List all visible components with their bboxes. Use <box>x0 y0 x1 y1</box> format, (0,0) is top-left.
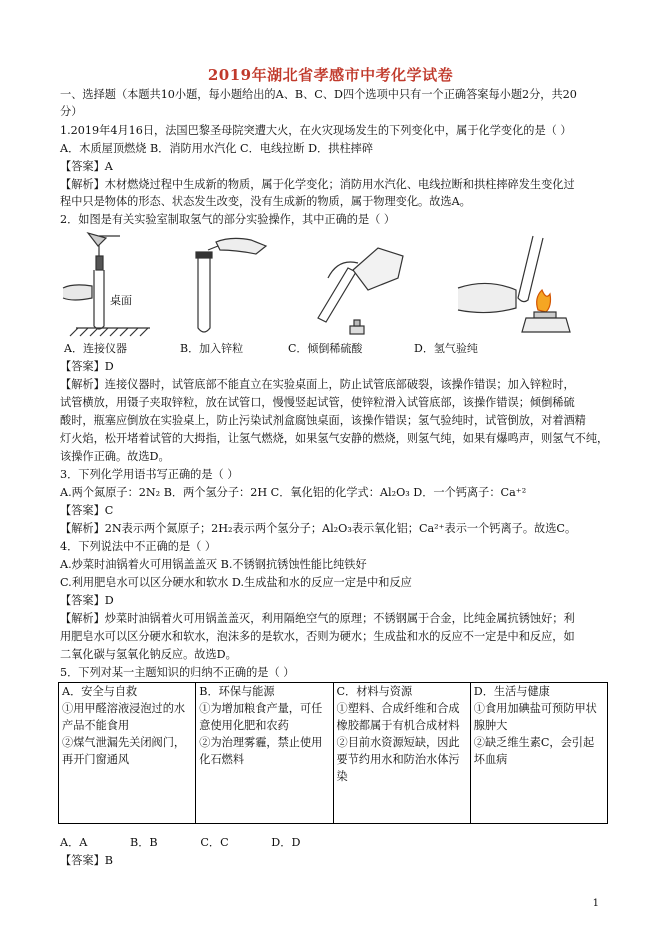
q3-answer: 【答案】C <box>60 504 114 517</box>
cell-d-head: D．生活与健康 <box>473 685 550 698</box>
cell-c-head: C．材料与资源 <box>336 685 413 698</box>
q1-analysis-1: 【解析】木材燃烧过程中生成新的物质，属于化学变化；消防用水汽化、电线拉断和拱柱摔碎发生变化过 <box>60 178 575 191</box>
q4-stem: 4．下列说法中不正确的是（ ） <box>60 540 217 553</box>
table-cell-d <box>470 683 607 824</box>
cell-c-item-2: ②目前水资源短缺，因此要节约用水和防治水体污染 <box>336 736 460 783</box>
q5-answer: 【答案】B <box>60 854 113 867</box>
q1-analysis-2: 程中只是物体的形态、状态发生改变，没有生成新的物质，属于物理变化。故选A。 <box>60 195 471 208</box>
q4-analysis-1: 【解析】炒菜时油锅着火可用锅盖盖灭，利用隔绝空气的原理；不锈钢属于合金，比纯金属抗锈蚀好；利 <box>60 612 575 625</box>
q2-label-c: C．倾倒稀硫酸 <box>288 342 363 355</box>
q2-answer: 【答案】D <box>60 360 114 373</box>
q2-analysis-4: 灯火焰，松开堵着试管的大拇指，让氢气燃烧，如果氢气安静的燃烧，则氢气纯，如果有爆鸣声，则氢气不纯， <box>60 432 609 445</box>
table-cell-a <box>59 683 196 824</box>
page-number: 1 <box>592 898 599 909</box>
q2-analysis-3: 酸时，瓶塞应倒放在实验桌上，防止污染试剂盒腐蚀桌面，该操作错误；氢气验纯时，试管倒放，对着酒精 <box>60 414 586 427</box>
q2-stem: 2．如图是有关实验室制取氢气的部分实验操作，其中正确的是（ ） <box>60 213 396 226</box>
cell-b-head: B．环保与能源 <box>199 685 275 698</box>
q5-stem: 5．下列对某一主题知识的归纳不正确的是（ ） <box>60 666 295 679</box>
cell-d-item-1: ①食用加碘盐可预防甲状腺肿大 <box>473 702 597 732</box>
diagram-c-pour-acid <box>298 228 418 348</box>
q2-analysis-5: 该操作正确。故选D。 <box>60 450 170 463</box>
cell-a-item-2: ②煤气泄漏先关闭阀门，再开门窗通风 <box>62 736 186 766</box>
cell-b-item-1: ①为增加粮食产量，可任意使用化肥和农药 <box>199 702 323 732</box>
q5-knowledge-table <box>58 682 608 824</box>
table-cell-c <box>333 683 470 824</box>
page-title: 2019年湖北省孝感市中考化学试卷 <box>207 66 454 84</box>
diagram-b-add-zinc <box>176 228 276 338</box>
cell-b-item-2: ②为治理雾霾，禁止使用化石燃料 <box>199 736 323 766</box>
diagram-a-connect-apparatus <box>58 228 178 338</box>
q1-stem: 1.2019年4月16日，法国巴黎圣母院突遭大火，在火灾现场发生的下列变化中，属于化学变化的是（ ） <box>60 124 572 137</box>
section-header-line-2: 分） <box>60 105 83 118</box>
diagram-d-hydrogen-test <box>438 228 588 338</box>
q2-analysis-2: 试管横放，用镊子夹取锌粒，放在试管口，慢慢竖起试管，使锌粒滑入试管底部，该操作错误；倾倒稀硫 <box>60 396 575 409</box>
q2-label-b: B．加入锌粒 <box>180 342 244 355</box>
cell-a-item-1: ①用甲醛溶液浸泡过的水产品不能食用 <box>62 702 186 732</box>
q1-answer: 【答案】A <box>60 160 113 173</box>
q3-stem: 3．下列化学用语书写正确的是（ ） <box>60 468 239 481</box>
q4-answer: 【答案】D <box>60 594 114 607</box>
q4-analysis-3: 二氧化碳与氢氧化钠反应。故选D。 <box>60 648 237 661</box>
cell-c-item-1: ①塑料、合成纤维和合成橡胶都属于有机合成材料 <box>336 702 460 732</box>
table-cell-b <box>196 683 333 824</box>
q1-options: A．木质屋顶燃烧 B．消防用水汽化 C．电线拉断 D．拱柱摔碎 <box>60 142 374 155</box>
q4-analysis-2: 用肥皂水可以区分硬水和软水，泡沫多的是软水，否则为硬水；生成盐和水的反应不一定是中和反应，如 <box>60 630 575 643</box>
q5-options: A．A B．B C．C D．D <box>60 836 301 849</box>
q2-diagrams <box>58 228 608 354</box>
cell-d-item-2: ②缺乏维生素C，会引起坏血病 <box>473 736 595 766</box>
cell-a-head: A．安全与自救 <box>62 685 138 698</box>
q3-analysis: 【解析】2N表示两个氮原子；2H₂表示两个氢分子；Al₂O₃表示氧化铝；Ca²⁺表示一个钙离子。故选C。 <box>60 522 577 535</box>
q3-options: A.两个氮原子：2N₂ B．两个氢分子：2H C．氧化铝的化学式：Al₂O₃ D．一个钙离子：Ca⁺² <box>60 486 527 499</box>
desk-label: 桌面 <box>110 294 132 307</box>
q4-options-1: A.炒菜时油锅着火可用锅盖盖灭 B.不锈钢抗锈蚀性能比纯铁好 <box>60 558 367 571</box>
q4-options-2: C.利用肥皂水可以区分硬水和软水 D.生成盐和水的反应一定是中和反应 <box>60 576 412 589</box>
q2-label-a: A．连接仪器 <box>64 342 127 355</box>
section-header-line-1: 一、选择题（本题共10小题，每小题给出的A、B、C、D四个选项中只有一个正确答案每小题2分，共20 <box>60 88 577 101</box>
q2-analysis-1: 【解析】连接仪器时，试管底部不能直立在实验桌面上，防止试管底部破裂，该操作错误；加入锌粒时， <box>60 378 575 391</box>
q2-label-d: D．氢气验纯 <box>414 342 478 355</box>
